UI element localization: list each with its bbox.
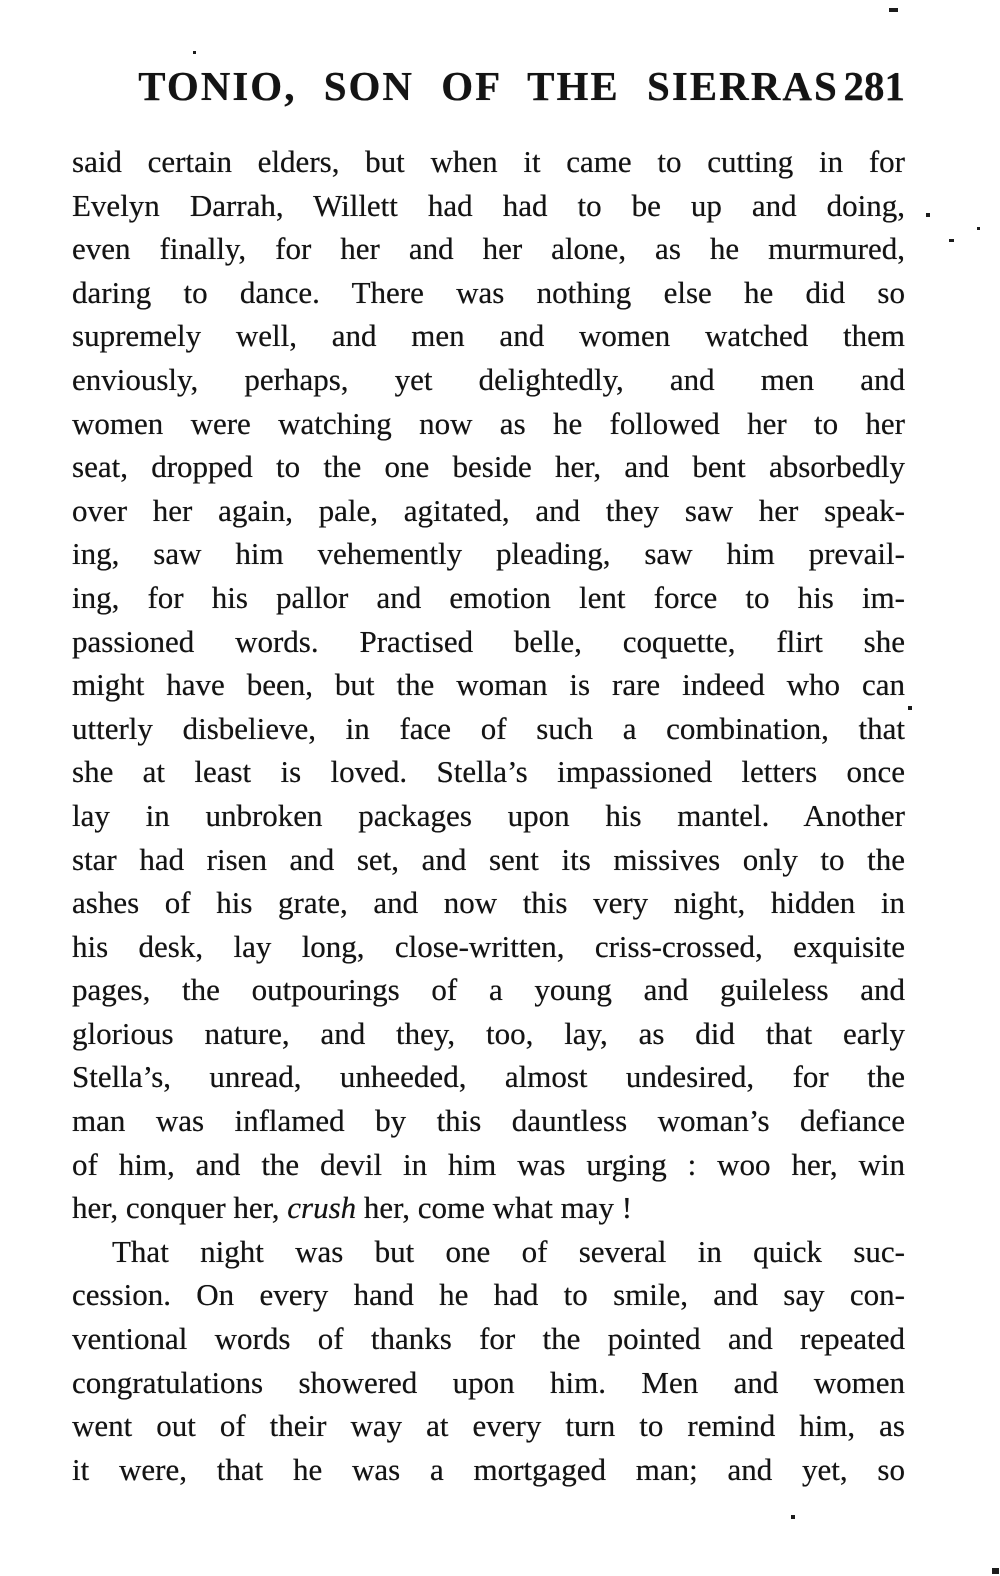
text-line: enviously, perhaps, yet delightedly, and men and bbox=[72, 361, 905, 397]
text-line: ing, for his pallor and emotion lent force to his im- bbox=[72, 579, 905, 615]
text-line: went out of their way at every turn to remind him, as bbox=[72, 1408, 905, 1444]
scan-speck bbox=[908, 706, 912, 710]
text-line: glorious nature, and they, too, lay, as did that early bbox=[72, 1015, 905, 1051]
scan-speck bbox=[193, 51, 196, 54]
text-line: she at least is loved. Stella’s impassioned letters once bbox=[72, 754, 905, 790]
text-line: her, conquer her, crush her, come what may ! bbox=[72, 1190, 633, 1226]
text-line: of him, and the devil in him was urging : woo her, win bbox=[72, 1146, 905, 1182]
text-line: man was inflamed by this dauntless woman’s defiance bbox=[72, 1103, 905, 1139]
text-line: ashes of his grate, and now this very night, hidden in bbox=[72, 885, 905, 921]
scan-speck bbox=[889, 8, 898, 12]
text-line: ventional words of thanks for the pointed and repeated bbox=[72, 1321, 905, 1357]
page-number: 281 bbox=[843, 63, 905, 109]
text-line: passioned words. Practised belle, coquette, flirt she bbox=[72, 623, 905, 659]
text-line: star had risen and set, and sent its missives only to the bbox=[72, 841, 905, 877]
text-line: congratulations showered upon him. Men and women bbox=[72, 1364, 905, 1400]
text-line: women were watching now as he followed her to her bbox=[72, 405, 905, 441]
text-line: That night was but one of several in quick suc- bbox=[112, 1233, 905, 1269]
scan-speck bbox=[977, 227, 980, 230]
text-line: said certain elders, but when it came to cutting in for bbox=[72, 144, 905, 179]
scan-speck bbox=[926, 213, 930, 217]
body-text bbox=[72, 140, 905, 1491]
text-line: seat, dropped to the one beside her, and bent absorbedly bbox=[72, 449, 905, 485]
scan-speck bbox=[992, 1568, 999, 1574]
scan-speck bbox=[949, 239, 954, 242]
text-line: might have been, but the woman is rare indeed who can bbox=[72, 667, 905, 703]
text-line: Evelyn Darrah, Willett had had to be up and doing, bbox=[72, 187, 905, 223]
scan-speck bbox=[791, 1515, 795, 1519]
text-line: ing, saw him vehemently pleading, saw him prevail- bbox=[72, 536, 905, 572]
text-line: supremely well, and men and women watched them bbox=[72, 318, 905, 354]
text-line: utterly disbelieve, in face of such a combination, that bbox=[72, 710, 905, 746]
text-line: over her again, pale, agitated, and they saw her speak- bbox=[72, 492, 905, 528]
text-line: his desk, lay long, close-written, criss-crossed, exquisite bbox=[72, 928, 905, 964]
text-line: even finally, for her and her alone, as he murmured, bbox=[72, 231, 905, 267]
running-title: TONIO, SON OF THE SIERRAS bbox=[138, 63, 839, 109]
text-line: daring to dance. There was nothing else he did so bbox=[72, 274, 905, 310]
text-line: lay in unbroken packages upon his mantel. Another bbox=[72, 797, 905, 833]
text-line: it were, that he was a mortgaged man; and yet, so bbox=[72, 1451, 905, 1487]
text-line: cession. On every hand he had to smile, and say con- bbox=[72, 1277, 905, 1313]
text-line: Stella’s, unread, unheeded, almost undesired, for the bbox=[72, 1059, 905, 1095]
page-header bbox=[72, 62, 905, 110]
text-line: pages, the outpourings of a young and guileless and bbox=[72, 972, 905, 1008]
